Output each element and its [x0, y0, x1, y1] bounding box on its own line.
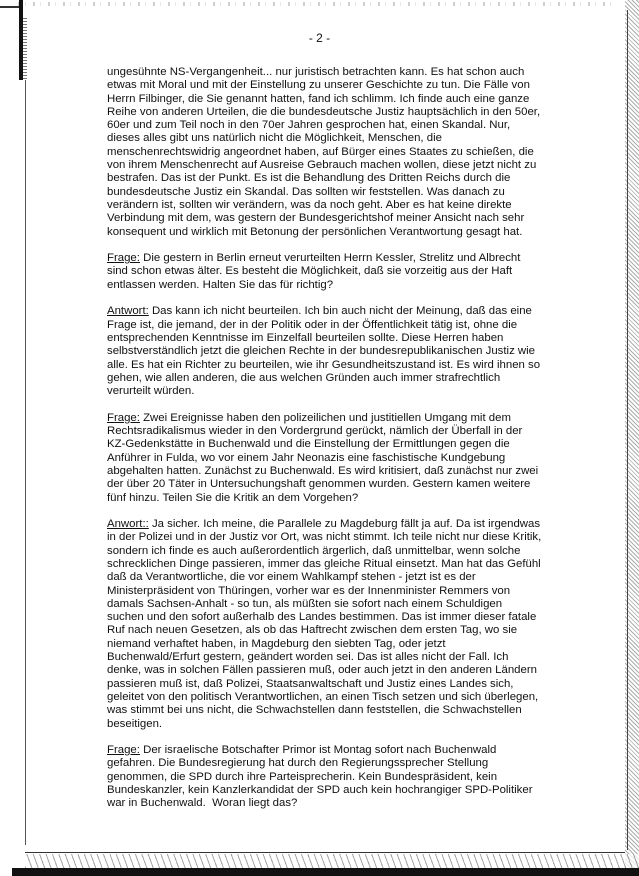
- line-text: dieses alles gibt uns natürlich nicht die Möglichkeit, Menschen, die: [107, 132, 442, 145]
- text-line: [107, 438, 607, 451]
- speaker-label: Frage:: [107, 744, 140, 757]
- interview-paragraph-question: [107, 412, 607, 505]
- line-text: Rechtsradikalismus wieder in den Vordergrund gerückt, nämlich der Überfall in der: [107, 425, 523, 438]
- line-text: von ihrem Menschenrecht auf Ausreise Gebrauch machen wollen, diese jetzt nicht zu: [107, 159, 537, 172]
- text-line: [107, 465, 607, 478]
- line-text: sondern ich finde es auch außerordentlich ärgerlich, daß unmittelbar, wenn solche: [107, 544, 521, 557]
- text-line: [107, 571, 607, 584]
- line-text: Herrn Filbinger, die Sie genannt hatten, fand ich schlimm. Ich finde auch eine ganze: [107, 92, 530, 105]
- scan-edge-bottom-line: [25, 852, 625, 853]
- text-line: [107, 704, 607, 717]
- text-line: [107, 651, 607, 664]
- text-line: [107, 771, 607, 784]
- line-text: niemand verhaftet haben, in Magdeburg den siebten Tag, oder jetzt: [107, 637, 446, 650]
- line-text: genommen, die SPD durch ihre Parteisprecherin. Kein Bundespräsident, kein: [107, 770, 498, 783]
- scan-edge-right-line: [627, 10, 628, 850]
- line-text: Frage ist, die jemand, der in der Politik oder in der Öffentlichkeit tätig ist, ohne die: [107, 318, 518, 331]
- line-text: entsprechenden Kenntnisse im Einzelfall beurteilen sollte. Diese Herren haben: [107, 331, 504, 344]
- interview-paragraph-question: [107, 744, 607, 810]
- line-text: gefahren. Die Bundesregierung hat durch den Regierungssprecher Stellung: [107, 757, 489, 770]
- text-line: [107, 611, 607, 624]
- scan-edge-left-line: [25, 80, 26, 845]
- text-line: [107, 146, 607, 159]
- line-text: entlassen werden. Halten Sie das für richtig?: [107, 278, 334, 291]
- line-text: was stimmt bei uns nicht, die Schwachstellen dann feststellen, die Schwachstellen: [107, 704, 522, 717]
- line-text: verändern ist, sollten wir verändern, was da noch geht. Aber es hat keine direkte: [107, 198, 512, 211]
- line-text: sind schon etwas älter. Es besteht die Möglichkeit, daß sie vorzeitig aus der Haft: [107, 265, 513, 278]
- line-text: passieren muß ist, daß Polizei, Staatsanwaltschaft und Justiz eines Landes sich,: [107, 677, 514, 690]
- line-text: beseitigen.: [107, 717, 163, 730]
- text-line: [107, 172, 607, 185]
- interview-paragraph-answer: [107, 305, 607, 398]
- text-line: [107, 385, 607, 398]
- text-line: [107, 226, 607, 239]
- text-line: [107, 332, 607, 345]
- text-line: [107, 132, 607, 145]
- text-line: [107, 79, 607, 92]
- line-text: selbstverständlich jetzt die gleichen Rechte in der bundesrepublikanischen Justiz wie: [107, 345, 536, 358]
- text-line: [107, 545, 607, 558]
- text-line: [107, 186, 607, 199]
- line-text: konsequent und wirklich mit Betonung der persönlichen Verantwortung gesagt hat.: [107, 225, 523, 238]
- text-line: [107, 119, 607, 132]
- line-text: Reihe von anderen Urteilen, die die bundesdeutsche Justiz hauptsächlich in den 50er,: [107, 105, 541, 118]
- scan-edge-left-dither: [23, 18, 27, 80]
- line-text: Anführer in Fulda, wo vor einem Jahr Neonazis eine faschistische Kundgebung: [107, 451, 506, 464]
- line-text: menschenrechtswidrig angeordnet haben, auf Bürger eines Staates zu schießen, die: [107, 145, 534, 158]
- text-line: [107, 518, 607, 531]
- line-text: KZ-Gedenkstätte in Buchenwald und die Einstellung der Ermittlungen gegen die: [107, 438, 510, 451]
- text-line: [107, 678, 607, 691]
- text-line: [107, 305, 607, 318]
- line-text: schrecklichen Dinge passieren, immer das gleiche Ritual einsetzt. Man hat das Gefühl: [107, 557, 541, 570]
- text-line: [107, 106, 607, 119]
- scan-noise-bottom: [25, 854, 639, 868]
- text-line: [107, 66, 607, 79]
- line-text: denke, was in solchen Fällen passieren muß, oder auch jetzt in den anderen Ländern: [107, 664, 537, 677]
- scan-noise-top: [18, 2, 618, 6]
- text-line: [107, 664, 607, 677]
- speaker-label: Antwort:: [107, 305, 149, 318]
- line-text: Der israelische Botschafter Primor ist Montag sofort nach Buchenwald: [139, 744, 497, 757]
- interview-paragraph-answer: [107, 518, 607, 731]
- scan-edge-bottom-bar: [12, 868, 639, 876]
- line-text: der über 20 Täter in Untersuchungshaft genommen wurden. Gestern kamen weitere: [107, 478, 531, 491]
- line-text: geleitet von den politisch Verantwortlichen, an einen Tisch setzen und sich überlegen,: [107, 690, 539, 703]
- line-text: Ja sicher. Ich meine, die Parallele zu Magdeburg fällt ja auf. Da ist irgendwas: [148, 518, 541, 531]
- speaker-label: Anwort::: [107, 518, 149, 531]
- text-line: [107, 359, 607, 372]
- text-line: [107, 638, 607, 651]
- text-line: [107, 558, 607, 571]
- text-line: [107, 478, 607, 491]
- line-text: damals Sachsen-Anhalt - so tun, als müßten sie sofort nach einem Schuldigen: [107, 597, 503, 610]
- line-text: abgehalten hatten. Zunächst zu Buchenwald. Es wird kritisiert, daß zunächst nur zwei: [107, 464, 539, 477]
- text-line: [107, 452, 607, 465]
- text-line: [107, 319, 607, 332]
- line-text: Ruf nach neuen Gesetzen, als ob das Haftrecht zwischen dem ersten Tag, wo sie: [107, 624, 518, 637]
- interview-paragraph-question: [107, 252, 607, 292]
- text-line: [107, 598, 607, 611]
- text-line: [107, 412, 607, 425]
- text-line: [107, 345, 607, 358]
- text-line: [107, 199, 607, 212]
- text-line: [107, 252, 607, 265]
- speaker-label: Frage:: [107, 252, 140, 265]
- line-text: suchen und den sofort außerhalb des Landes bestimmen. Das ist immer dieser fatale: [107, 611, 537, 624]
- text-line: [107, 718, 607, 731]
- line-text: Verbindung mit dem, was gestern der Bundesgerichtshof meiner Ansicht nach sehr: [107, 212, 525, 225]
- text-line: [107, 757, 607, 770]
- line-text: Ministerpräsident von Thüringen, vorher war es der Innenminister Remmers von: [107, 584, 511, 597]
- text-line: [107, 784, 607, 797]
- line-text: 60er und zum Teil noch in den 70er Jahren gesprochen hat, einen Skandal. Nur,: [107, 119, 511, 132]
- line-text: Bundeskanzler, kein Kanzlerkandidat der SPD auch kein hochrangiger SPD-Politiker: [107, 784, 533, 797]
- line-text: bestrafen. Das ist der Punkt. Es ist die Behandlung des Dritten Reichs durch die: [107, 172, 511, 185]
- text-line: [107, 212, 607, 225]
- line-text: in der Polizei und in der Justiz vor Ort, was nicht stimmt. Ich teile nicht nur diese Kritik,: [107, 531, 542, 544]
- line-text: bundesdeutsche Justiz ein Skandal. Das sollten wir feststellen. Was danach zu: [107, 185, 505, 198]
- text-line: [107, 265, 607, 278]
- line-text: etwas mit Moral und mit der Einstellung zu unserer Geschichte zu tun. Die Fälle von: [107, 79, 530, 92]
- text-line: [107, 372, 607, 385]
- text-line: [107, 585, 607, 598]
- line-text: Buchenwald/Erfurt gestern, geändert worden sei. Das ist alles nicht der Fall. Ich: [107, 651, 509, 664]
- text-line: [107, 93, 607, 106]
- line-text: gehen, wie allen anderen, die aus welchen Gründen auch immer strafrechtlich: [107, 371, 501, 384]
- text-line: [107, 691, 607, 704]
- speaker-label: Frage:: [107, 411, 140, 424]
- line-text: ungesühnte NS-Vergangenheit... nur juristisch betrachten kann. Es hat schon auch: [107, 66, 525, 78]
- line-text: fünf hinzu. Teilen Sie die Kritik an dem Vorgehen?: [107, 491, 359, 504]
- line-text: Das kann ich nicht beurteilen. Ich bin auch nicht der Meinung, daß das eine: [148, 305, 532, 318]
- line-text: alle. Es hat ein Richter zu beurteilen, wie ihr Gesundheitszustand ist. Es wird ihnen so: [107, 358, 541, 371]
- interview-paragraph: [107, 66, 607, 239]
- line-text: daß da Verantwortliche, die vor einem Wahlkampf stehen - jetzt ist es der: [107, 571, 476, 584]
- text-line: [107, 425, 607, 438]
- text-line: [107, 797, 607, 810]
- text-line: [107, 279, 607, 292]
- text-line: [107, 624, 607, 637]
- line-text: Zwei Ereignisse haben den polizeilichen und justitiellen Umgang mit dem: [139, 411, 511, 424]
- interview-text: [107, 66, 607, 824]
- text-line: [107, 531, 607, 544]
- line-text: war in Buchenwald. Woran liegt das?: [107, 797, 298, 810]
- text-line: [107, 492, 607, 505]
- line-text: verurteilt würden.: [107, 385, 195, 398]
- text-line: [107, 159, 607, 172]
- line-text: Die gestern in Berlin erneut verurteilten Herrn Kessler, Strelitz und Albrecht: [139, 252, 521, 265]
- page-number: - 2 -: [308, 31, 331, 45]
- text-line: [107, 744, 607, 757]
